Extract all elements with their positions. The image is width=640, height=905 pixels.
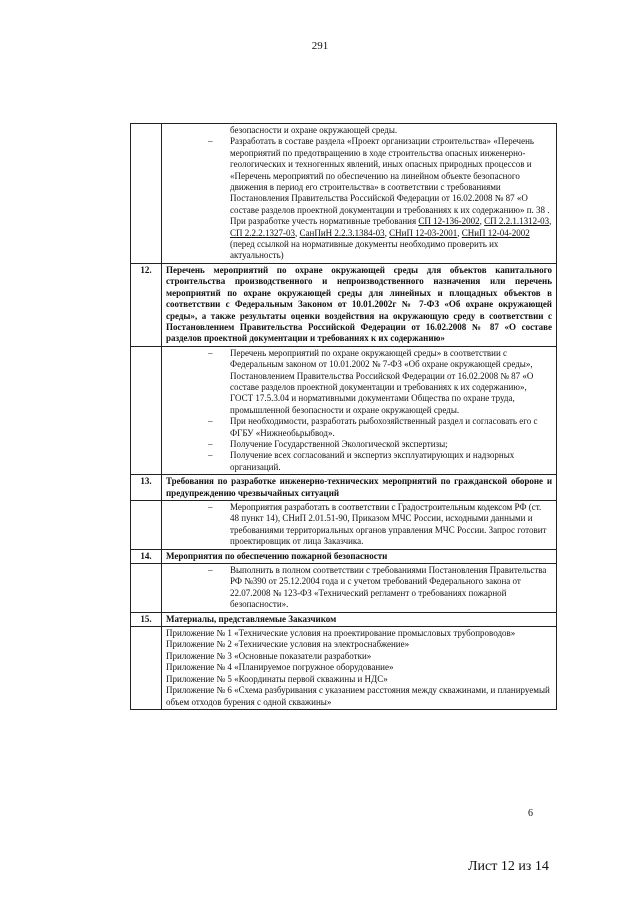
row-number-cell bbox=[131, 627, 162, 710]
subpage-number: 6 bbox=[528, 808, 533, 819]
norm-ref: СНиП 12-04-2002 bbox=[461, 227, 530, 238]
norm-ref: СанПиН 2.2.3.1384-03 bbox=[299, 227, 385, 238]
section-title: Мероприятия по обеспечению пожарной безопасности bbox=[162, 549, 557, 563]
attachment-line: Приложение № 4 «Планируемое погружное оборудование» bbox=[166, 662, 394, 673]
table-row bbox=[131, 263, 557, 346]
table-row bbox=[131, 124, 557, 264]
attachment-line: Приложение № 5 «Координаты первой скважины и НДС» bbox=[166, 673, 388, 684]
list-item: – Выполнить в полном соответствии с требованиями Постановления Правительства РФ №390 от 25.12.2004 года и с учетом требований Федерального закона от 22.07.2008 № 123-ФЗ «Технический регламент о требованиях пожарной безопасности». bbox=[208, 565, 552, 611]
list-item: – При необходимости, разработать рыбохозяйственный раздел и согласовать его с ФГБУ «Нижнеобьрыбвод». bbox=[208, 416, 552, 439]
section-title: Материалы, представляемые Заказчиком bbox=[162, 612, 557, 626]
attachment-line: Приложение № 3 «Основные показатели разработки» bbox=[166, 650, 372, 661]
row-number-cell bbox=[131, 346, 162, 474]
table-row bbox=[131, 549, 557, 563]
section-number: 15. bbox=[131, 612, 162, 626]
section-title: Перечень мероприятий по охране окружающей среды для объектов капитального строительства производственного и непроизводственного назначения или перечень мероприятий по охране окружающей среды для линейных и площадных объектов в соответствии с Федеральным Законом от 10.01.2002г № 7-ФЗ «Об охране окружающей среды», а также результаты оценки воздействия на окружающую среду в соответствии с Постановлением Правительства Российской Федерации от 16.02.2008 № 87 «О составе разделов проектной документации и требованиях к их содержанию» bbox=[162, 263, 557, 346]
list-item: – Получение Государственной Экологической экспертизы; bbox=[208, 439, 552, 450]
page-number: 291 bbox=[311, 40, 329, 52]
content-cell bbox=[162, 346, 557, 474]
norm-ref: СП 2.2.1.1312-03 bbox=[484, 216, 550, 227]
dash-list bbox=[166, 502, 552, 548]
section-number: 13. bbox=[131, 475, 162, 501]
content-cell bbox=[162, 627, 557, 710]
norm-ref: СП 2.2.2.1327-03 bbox=[230, 227, 295, 238]
list-item: – Разработать в составе раздела «Проект организации строительства» «Перечень мероприятий по предотвращению в ходе строительства опасных инженерно-геологических и техногенных явлений, иных опасных природных процессов и «Перечень мероприятий по обеспечению на линейном объекте безопасного движения в период его строительства» в соответствии с требованиями Постановления Правительства Российской Федерации от 16.02.2008 № 87 «О составе разделов проектной документации и требованиях к их содержанию» п. 38 . При разработке учесть нормативные требования СП 12-136-2002, СП 2.2.1.1312-03, СП 2.2.2.1327-03, СанПиН 2.2.3.1384-03, СНиП 12-03-2001, СНиП 12-04-2002 (перед ссылкой на нормативные документы необходимо проверить их актуальность) bbox=[208, 136, 552, 261]
norm-ref: СП 12-136-2002 bbox=[418, 216, 480, 227]
norm-ref: СНиП 12-03-2001 bbox=[389, 227, 458, 238]
table-row bbox=[131, 475, 557, 501]
attachment-line: Приложение № 2 «Технические условия на электроснабжение» bbox=[166, 639, 410, 650]
content-cell bbox=[162, 501, 557, 550]
dash-list bbox=[166, 565, 552, 611]
list-item: – Получение всех согласований и экспертиз эксплуатирующих и надзорных организаций. bbox=[208, 450, 552, 473]
table-row bbox=[131, 612, 557, 626]
section-title: Требования по разработке инженерно-технических мероприятий по гражданской обороне и предупреждению чрезвычайных ситуаций bbox=[162, 475, 557, 501]
requirements-table bbox=[130, 123, 557, 710]
attachment-line: Приложение № 1 «Технические условия на проектирование промысловых трубопроводов» bbox=[166, 628, 516, 639]
row-number-cell bbox=[131, 564, 162, 613]
attachment-line: Приложение № 6 «Схема разбуривания с указанием расстояния между скважинами, и планируемый объем отходов бурения с одной скважины» bbox=[166, 685, 550, 707]
row-number-cell bbox=[131, 501, 162, 550]
continued-text: безопасности и охране окружающей среды. bbox=[230, 125, 398, 135]
content-cell bbox=[162, 564, 557, 613]
table-row bbox=[131, 564, 557, 613]
table-row bbox=[131, 501, 557, 550]
list-item: – Мероприятия разработать в соответствии с Градостроительным кодексом РФ (ст. 48 пункт 14), СНиП 2.01.51-90, Приказом МЧС России, исходными данными и требованиями территориальных органов управления МЧС России. Запрос готовит проектировщик от лица Заказчика. bbox=[208, 502, 552, 548]
list-item: – Перечень мероприятий по охране окружающей среды» в соответствии с Федеральным законом от 10.01.2002 № 7-ФЗ «Об охране окружающей среды», Постановлением Правительства Российской Федерации от 16.02.2008 № 87 «О составе разделов проектной документации и требованиях к их содержанию», ГОСТ 17.5.3.04 и нормативными документами Общества по охране труда, промышленной безопасности и охране окружающей среды. bbox=[208, 348, 552, 416]
section-number: 12. bbox=[131, 263, 162, 346]
sheet-label: Лист 12 из 14 bbox=[468, 859, 549, 874]
dash-list bbox=[166, 348, 552, 473]
table-row bbox=[131, 346, 557, 474]
row-number-cell bbox=[131, 124, 162, 264]
section-number: 14. bbox=[131, 549, 162, 563]
content-cell bbox=[162, 124, 557, 264]
dash-list bbox=[166, 136, 552, 261]
table-row bbox=[131, 627, 557, 710]
